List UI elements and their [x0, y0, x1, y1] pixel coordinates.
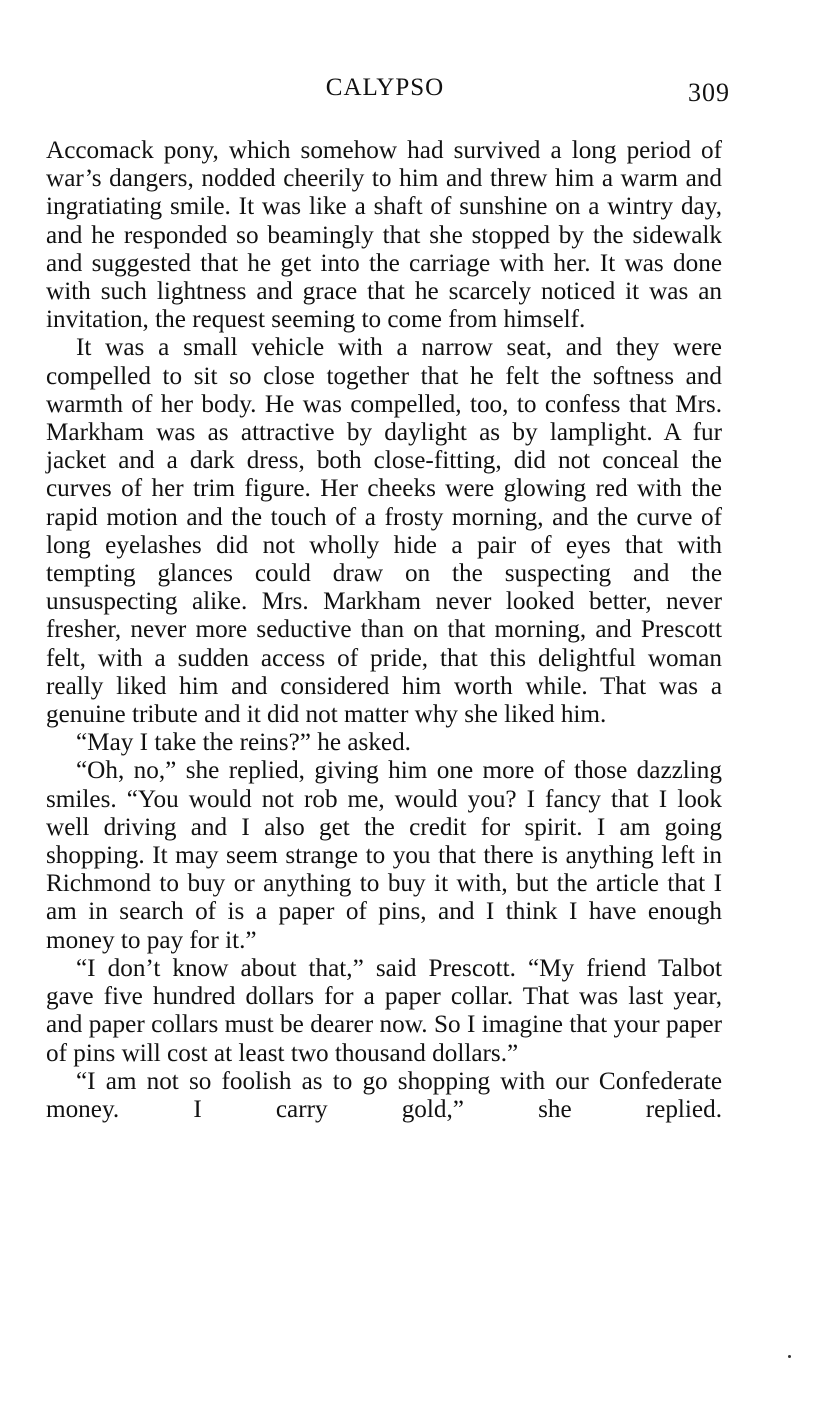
paragraph: “I don’t know about that,” said Prescott. “My friend Talbot gave five hundred dollars for a paper collar. That was last year, and paper collars must be dearer now. So I imagine that your paper of pins will cost at least two thousand dollars.”: [46, 954, 722, 1067]
page-header: [0, 70, 830, 110]
running-head: CALYPSO: [325, 74, 445, 101]
paragraph: Accomack pony, which somehow had survived a long period of war’s dangers, nodded cheerily to him and threw him a warm and ingratiating smile. It was like a shaft of sunshine on a wintry day, and he responded so beamingly that she stopped by the sidewalk and suggested that he get into the carriage with her. It was done with such lightness and grace that he scarcely noticed it was an invitation, the request seeming to come from himself.: [46, 137, 722, 334]
paragraph: It was a small vehicle with a narrow seat, and they were compelled to sit so close together that he felt the softness and warmth of her body. He was compelled, too, to confess that Mrs. Markham was as attractive by daylight as by lamplight. A fur jacket and a dark dress, both close-fitting, did not conceal the curves of her trim figure. Her cheeks were glowing red with the rapid motion and the touch of a frosty morning, and the curve of long eyelashes did not wholly hide a pair of eyes that with tempting glances could draw on the suspecting and the unsuspecting alike. Mrs. Markham never looked better, never fresher, never more seductive than on that morning, and Prescott felt, with a sudden access of pride, that this delightful woman really liked him and considered him worth while. That was a genuine tribute and it did not matter why she liked him.: [46, 334, 722, 729]
paragraph: “May I take the reins?” he asked.: [76, 729, 411, 757]
body-text: [46, 137, 722, 1124]
page-number: 309: [688, 78, 730, 107]
paragraph: “Oh, no,” she replied, giving him one more of those dazzling smiles. “You would not rob me, would you? I fancy that I look well driving and I also get the credit for spirit. I am going shopping. It may seem strange to you that there is anything left in Richmond to buy or anything to buy it with, but the article that I am in search of is a paper of pins, and I think I have enough money to pay for it.”: [46, 757, 722, 954]
print-speck: [788, 1355, 791, 1358]
paragraph: “I am not so foolish as to go shopping with our Confederate money. I carry gold,” she replied.: [46, 1067, 722, 1123]
